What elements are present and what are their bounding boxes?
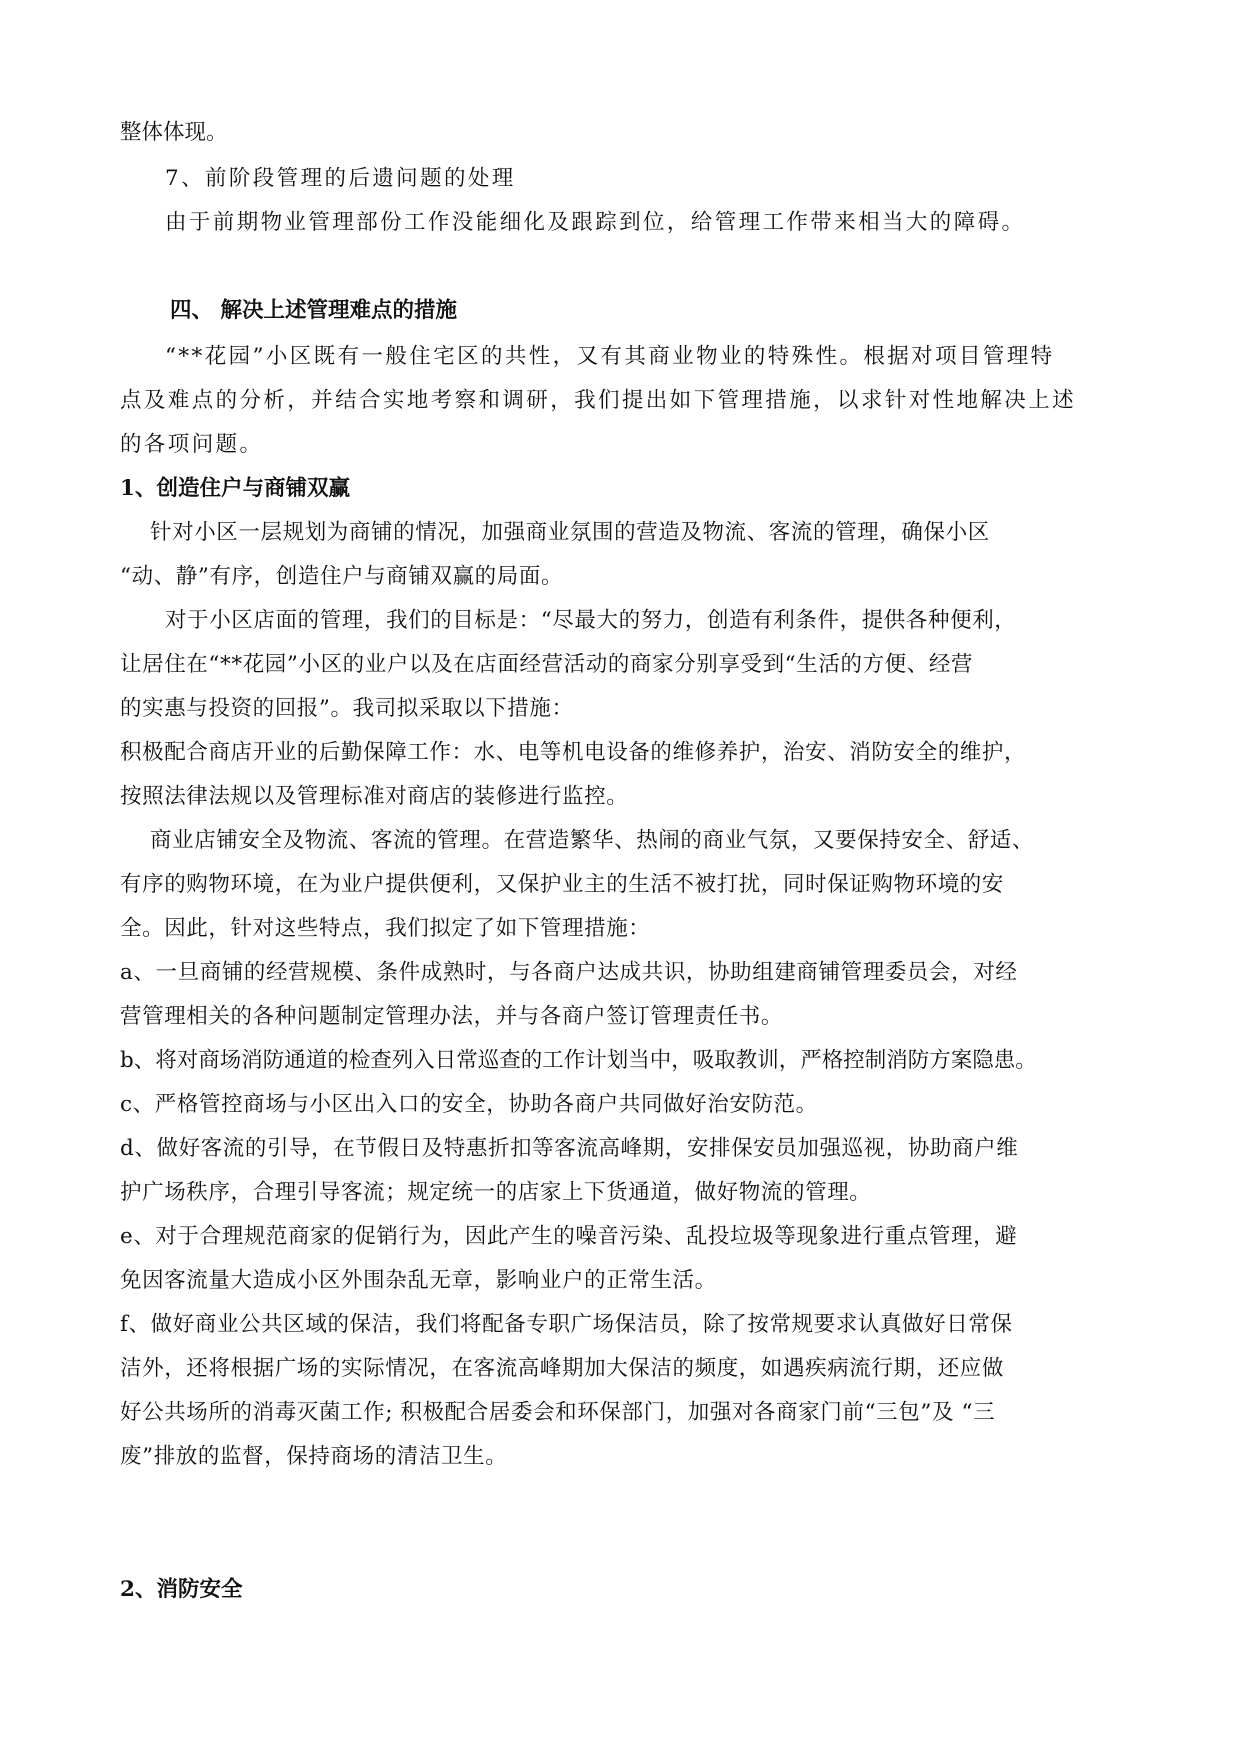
text-line: 免因客流量大造成小区外围杂乱无章，影响业户的正常生活。 [120, 1268, 717, 1293]
section-heading: 1、创造住户与商铺双赢 [120, 476, 350, 501]
text-line: 全。因此，针对这些特点，我们拟定了如下管理措施： [120, 916, 651, 941]
text-line: 的各项问题。 [120, 432, 264, 457]
text-line: 由于前期物业管理部份工作没能细化及跟踪到位，给管理工作带来相当大的障碍。 [165, 210, 1026, 235]
text-line: 的实惠与投资的回报”。我司拟采取以下措施： [120, 696, 574, 721]
text-line: 针对小区一层规划为商铺的情况，加强商业氛围的营造及物流、客流的管理，确保小区 [150, 520, 990, 545]
text-line: 对于小区店面的管理，我们的目标是：“尽最大的努力，创造有利条件，提供各种便利， [165, 608, 1017, 633]
section-heading: 7、前阶段管理的后遗问题的处理 [165, 166, 516, 191]
text-line: 营管理相关的各种问题制定管理办法，并与各商户签订管理责任书。 [120, 1004, 784, 1029]
chapter-heading: 四、 解决上述管理难点的措施 [170, 298, 457, 323]
text-line: 按照法律法规以及管理标准对商店的装修进行监控。 [120, 784, 629, 809]
text-line: 护广场秩序，合理引导客流；规定统一的店家上下货通道，做好物流的管理。 [120, 1180, 872, 1205]
list-item: a、一旦商铺的经营规模、条件成熟时，与各商户达成共识，协助组建商铺管理委员会，对经 [120, 960, 1018, 985]
text-line: 有序的购物环境，在为业户提供便利，又保护业主的生活不被打扰，同时保证购物环境的安 [120, 872, 1005, 897]
text-line: 积极配合商店开业的后勤保障工作：水、电等机电设备的维修养护，治安、消防安全的维护， [120, 740, 1027, 765]
list-item: c、严格管控商场与小区出入口的安全，协助各商户共同做好治安防范。 [120, 1092, 818, 1117]
text-line: 点及难点的分析，并结合实地考察和调研，我们提出如下管理措施，以求针对性地解决上述 [120, 388, 1077, 413]
text-line: 让居住在“**花园”小区的业户以及在店面经营活动的商家分别享受到“生活的方便、经营 [120, 652, 974, 677]
list-item: b、将对商场消防通道的检查列入日常巡查的工作计划当中，吸取教训，严格控制消防方案隐患。 [120, 1048, 1037, 1073]
text-line: “动、静”有序，创造住户与商铺双赢的局面。 [120, 564, 564, 589]
text-line: “**花园”小区既有一般住宅区的共性，又有其商业物业的特殊性。根据对项目管理特 [165, 344, 1055, 369]
list-item: e、对于合理规范商家的促销行为，因此产生的噪音污染、乱投垃圾等现象进行重点管理，避 [120, 1224, 1018, 1249]
text-line: 整体体现。 [120, 120, 228, 145]
text-line: 好公共场所的消毒灭菌工作; 积极配合居委会和环保部门，加强对各商家门前“三包”及 “三 [120, 1400, 996, 1425]
list-item: d、做好客流的引导，在节假日及特惠折扣等客流高峰期，安排保安员加强巡视，协助商户维 [120, 1136, 1019, 1161]
text-line: 洁外，还将根据广场的实际情况，在客流高峰期加大保洁的频度，如遇疾病流行期，还应做 [120, 1356, 1005, 1381]
list-item: f、做好商业公共区域的保洁，我们将配备专职广场保洁员，除了按常规要求认真做好日常保 [120, 1312, 1013, 1337]
text-line: 废”排放的监督，保持商场的清洁卫生。 [120, 1444, 508, 1469]
text-line: 商业店铺安全及物流、客流的管理。在营造繁华、热闹的商业气氛，又要保持安全、舒适、 [150, 828, 1035, 853]
section-heading: 2、消防安全 [120, 1577, 243, 1602]
